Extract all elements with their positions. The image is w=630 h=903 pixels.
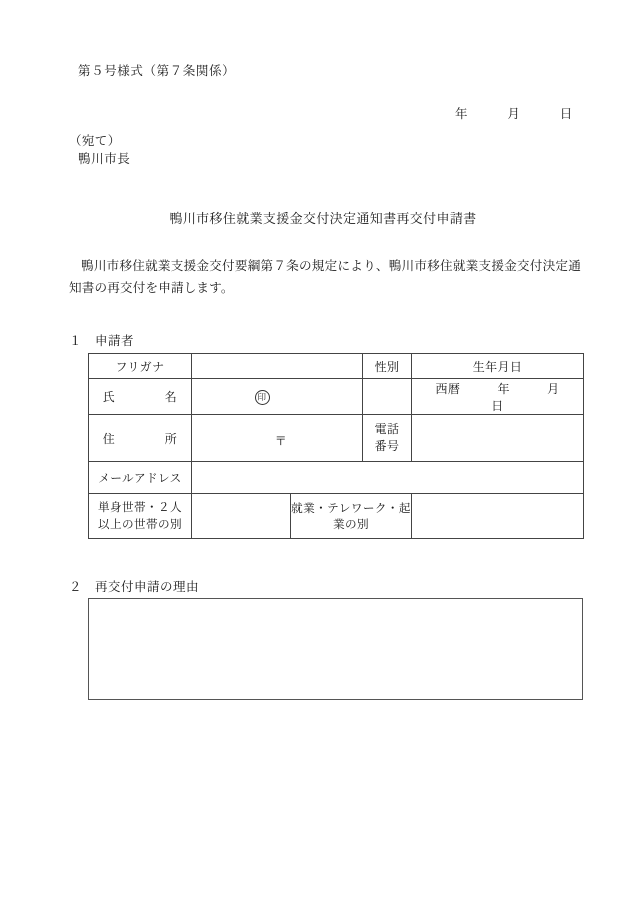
gender-value[interactable]	[363, 379, 412, 415]
body-paragraph: 鴨川市移住就業支援金交付要綱第７条の規定により、鴨川市移住就業支援金交付決定通知書の再交付を申請します。	[69, 259, 581, 296]
gender-label: 性別	[363, 354, 412, 379]
seal-icon: 印	[255, 390, 270, 405]
birthdate-label: 生年月日	[412, 354, 584, 379]
applicant-table	[88, 353, 597, 539]
table-row	[89, 379, 584, 415]
seal-mark	[255, 390, 270, 405]
table-row	[89, 494, 584, 539]
phone-label-line1: 電話	[374, 421, 400, 436]
address-value[interactable]	[192, 415, 363, 462]
reason-input-box[interactable]	[88, 598, 583, 700]
table-row	[89, 415, 584, 462]
section-2-heading: ２ 再交付申請の理由	[69, 580, 200, 594]
addressee-name: 鴨川市長	[78, 152, 131, 166]
work-type-value[interactable]	[412, 494, 584, 539]
birthdate-value[interactable]: 西暦 年 月 日	[412, 379, 584, 415]
work-type-label: 就業・テレワーク・起業の別	[291, 494, 412, 539]
email-label: メールアドレス	[89, 462, 192, 494]
household-type-label	[89, 494, 192, 539]
household-type-value[interactable]	[192, 494, 291, 539]
name-value[interactable]	[192, 379, 363, 415]
household-type-label-line2: 以上の世帯の別	[98, 518, 182, 531]
household-type-label-line1: 単身世帯・２人	[98, 500, 182, 514]
email-value[interactable]	[192, 462, 584, 494]
table-row	[89, 354, 584, 379]
furigana-label: フリガナ	[89, 354, 192, 379]
name-label: 氏 名	[89, 379, 192, 415]
furigana-value[interactable]	[192, 354, 363, 379]
address-label: 住 所	[89, 415, 192, 462]
addressee-label: （宛て）	[69, 134, 121, 148]
form-number: 第５号様式（第７条関係）	[78, 64, 236, 78]
date-line: 年 月 日	[455, 107, 573, 121]
document-title: 鴨川市移住就業支援金交付決定通知書再交付申請書	[169, 211, 477, 226]
phone-label	[363, 415, 412, 462]
postal-code-mark: 〒	[274, 433, 288, 448]
table-row	[89, 462, 584, 494]
phone-label-line2: 番号	[374, 439, 400, 453]
phone-value[interactable]	[412, 415, 584, 462]
section-1-heading: １ 申請者	[69, 334, 135, 348]
